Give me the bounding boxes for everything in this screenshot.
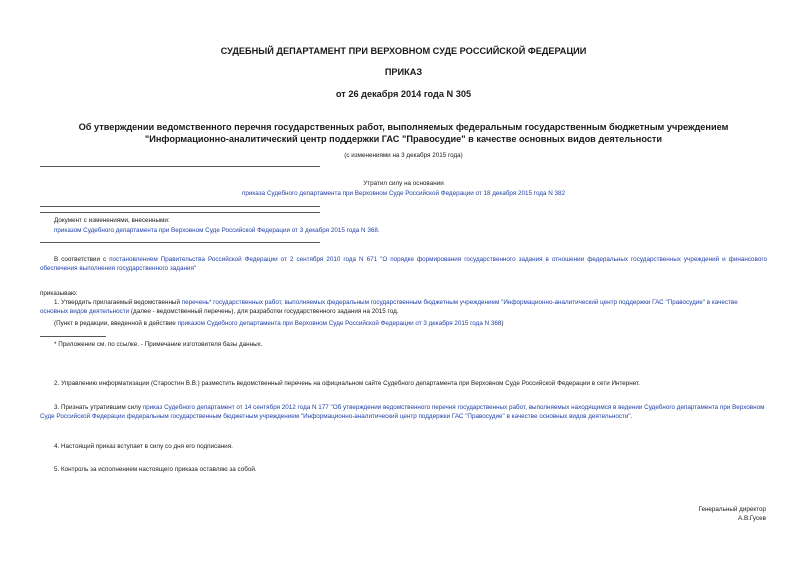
item-3-suffix: . <box>630 412 633 420</box>
item-5: 5. Контроль за исполнением настоящего приказа оставляю за собой. <box>54 466 257 473</box>
government-decree-link[interactable]: постановлением Правительства Российской Федерации от 2 сентября 2010 года N 671 "О порядке формирования государственного задания в отношении федеральных государственных учреждений и финансового обеспечения выполнения государственного задания" <box>40 256 768 272</box>
item-1 <box>40 299 767 316</box>
footnote: * Приложение см. по ссылке. - Примечание изготовителя базы данных. <box>54 341 263 348</box>
item-1-prefix: 1. Утвердить прилагаемый ведомственный <box>54 299 182 306</box>
order-word: приказываю: <box>40 290 78 297</box>
divider <box>40 206 320 207</box>
item-1-note-suffix: ) <box>501 320 504 327</box>
item-3-prefix: 3. Признать утратившим силу <box>54 404 143 411</box>
amend-notice-link[interactable]: приказом Судебного департамента при Верховном Суде Российской Федерации от 3 декабря 2015 года N 368. <box>54 227 380 234</box>
repealed-order-177-link[interactable]: приказ Судебного департамент от 14 сентября 2012 года N 177 "Об утверждении ведомственного перечня государственных работ, выполняемых находящимся в ведении Судебного департамента при Верховном Суде Российской Федерации федеральным государственным бюджетным учреждением "Информационно-аналитический центр поддержки ГАС "Правосудие" в качестве основных видов деятельности" <box>40 404 765 420</box>
order-368-link[interactable]: приказом Судебного департамента при Верховном Суде Российской Федерации от 3 декабря 2015 года N 368 <box>177 320 502 327</box>
void-notice-text: Утратил силу на основании <box>363 180 444 187</box>
item-1-suffix: (далее - ведомственный перечень), для разработки государственного задания на 2015 год. <box>129 307 399 315</box>
item-2: 2. Управлению информатизации (Старостин В.В.) разместить ведомственный перечень на официальном сайте Судебного департамента при Верховном Суде Российской Федерации в сети Интернет. <box>54 380 640 387</box>
item-1-edit-note <box>54 320 504 329</box>
divider <box>40 212 320 213</box>
signatory-position: Генеральный директор <box>698 506 766 513</box>
amend-notice-text: Документ с изменениями, внесенными: <box>54 217 170 224</box>
signatory-name: А.В.Гусев <box>738 515 766 522</box>
item-4: 4. Настоящий приказ вступает в силу со дня его подписания. <box>54 443 233 450</box>
doc-date-number: от 26 декабря 2014 года N 305 <box>335 89 472 99</box>
doc-title: Об утверждении ведомственного перечня государственных работ, выполняемых федеральным государственным бюджетным учреждением "Информационно-аналитический центр поддержки ГАС "Правосудие" в качестве основных видов деятельности <box>78 122 729 144</box>
divider <box>40 242 320 243</box>
divider <box>40 166 320 167</box>
revision-note: (с изменениями на 3 декабря 2015 года) <box>344 152 463 159</box>
void-notice-link[interactable]: приказа Судебного департамента при Верховном Суде Российской Федерации от 18 декабря 2015 года N 382 <box>241 190 566 197</box>
org-heading: СУДЕБНЫЙ ДЕПАРТАМЕНТ ПРИ ВЕРХОВНОМ СУДЕ РОССИЙСКОЙ ФЕДЕРАЦИИ <box>220 46 587 56</box>
item-3 <box>40 404 767 421</box>
preamble-paragraph <box>40 256 767 273</box>
departmental-list-link[interactable]: перечень* государственных работ, выполняемых федеральным государственным бюджетным учреждением "Информационно-аналитический центр поддержки ГАС "Правосудие" в качестве основных видов деятельности <box>40 299 738 315</box>
footnote-divider <box>40 336 106 337</box>
doc-type-heading: ПРИКАЗ <box>384 67 423 77</box>
item-1-note-prefix: (Пункт в редакции, введенной в действие <box>54 320 178 327</box>
preamble-prefix: В соответствии с <box>54 256 110 263</box>
